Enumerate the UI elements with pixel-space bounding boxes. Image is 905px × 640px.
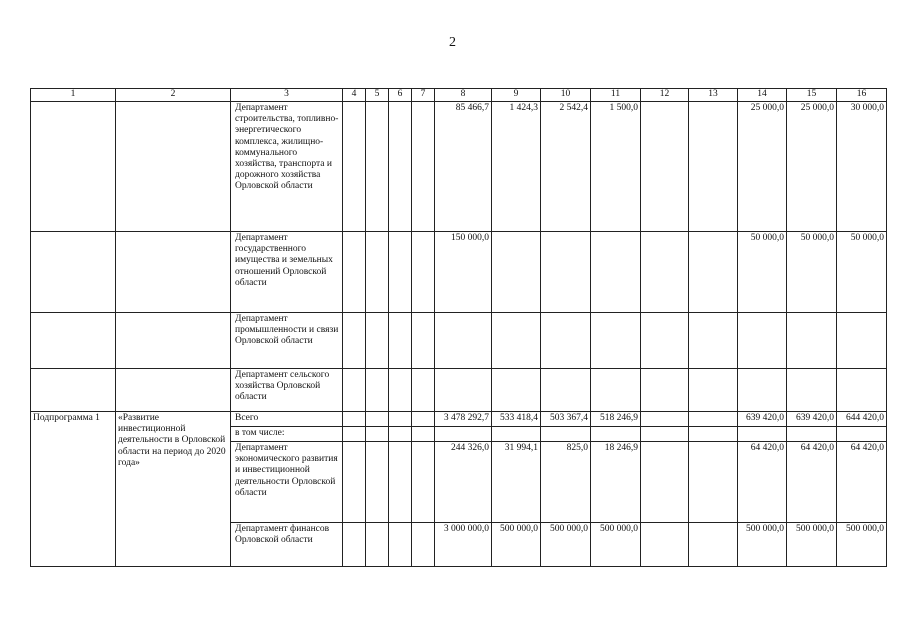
column-header: 10: [541, 89, 591, 102]
table-cell: [412, 232, 435, 313]
amount-cell: 50 000,0: [787, 232, 837, 313]
amount-cell: 25 000,0: [738, 102, 787, 232]
amount-cell: 64 420,0: [738, 442, 787, 523]
amount-cell: [641, 369, 689, 412]
amount-cell: [738, 369, 787, 412]
amount-cell: 85 466,7: [435, 102, 492, 232]
column-header: 13: [689, 89, 738, 102]
table-cell: [389, 427, 412, 442]
amount-cell: [541, 313, 591, 369]
column-number-row: [31, 89, 887, 102]
table-cell: [343, 313, 366, 369]
amount-cell: 500 000,0: [837, 523, 887, 567]
column-header: 2: [116, 89, 231, 102]
amount-cell: 64 420,0: [787, 442, 837, 523]
table-cell: [412, 412, 435, 427]
amount-cell: 150 000,0: [435, 232, 492, 313]
table-cell: [31, 102, 116, 232]
amount-cell: [738, 427, 787, 442]
column-header: 6: [389, 89, 412, 102]
column-header: 4: [343, 89, 366, 102]
table-cell: [366, 412, 389, 427]
column-header: 11: [591, 89, 641, 102]
table-cell: [31, 369, 116, 412]
responsible-department: Департамент промышленности и связи Орловской области: [231, 313, 343, 369]
amount-cell: [492, 427, 541, 442]
amount-cell: [787, 313, 837, 369]
amount-cell: 3 000 000,0: [435, 523, 492, 567]
amount-cell: [641, 232, 689, 313]
table-cell: [366, 442, 389, 523]
table-cell: [366, 232, 389, 313]
page-number: 2: [449, 35, 456, 50]
amount-cell: 2 542,4: [541, 102, 591, 232]
column-header: 14: [738, 89, 787, 102]
amount-cell: [641, 427, 689, 442]
column-header: 5: [366, 89, 389, 102]
amount-cell: [541, 369, 591, 412]
amount-cell: [837, 369, 887, 412]
table-cell: [366, 102, 389, 232]
amount-cell: [641, 102, 689, 232]
column-header: 3: [231, 89, 343, 102]
table-cell: [366, 523, 389, 567]
amount-cell: [492, 232, 541, 313]
amount-cell: [591, 369, 641, 412]
subprogram-label: Подпрограмма 1: [31, 412, 116, 567]
table-cell: [389, 369, 412, 412]
amount-cell: [787, 369, 837, 412]
amount-cell: 1 424,3: [492, 102, 541, 232]
responsible-department: Департамент сельского хозяйства Орловской области: [231, 369, 343, 412]
table-cell: [116, 102, 231, 232]
column-header: 1: [31, 89, 116, 102]
subprogram-title: «Развитие инвестиционной деятельности в Орловской области на период до 2020 года»: [116, 412, 231, 567]
table-row: [31, 369, 887, 412]
amount-cell: 31 994,1: [492, 442, 541, 523]
responsible-department: Департамент государственного имущества и земельных отношений Орловской области: [231, 232, 343, 313]
amount-cell: 25 000,0: [787, 102, 837, 232]
table-cell: [31, 313, 116, 369]
amount-cell: [435, 313, 492, 369]
table-cell: [412, 369, 435, 412]
column-header: 9: [492, 89, 541, 102]
table-cell: [343, 523, 366, 567]
amount-cell: [689, 369, 738, 412]
budget-table: [30, 88, 887, 567]
column-header: 15: [787, 89, 837, 102]
amount-cell: [689, 232, 738, 313]
table-cell: [389, 523, 412, 567]
amount-cell: [837, 313, 887, 369]
amount-cell: 503 367,4: [541, 412, 591, 427]
amount-cell: [591, 313, 641, 369]
amount-cell: [689, 102, 738, 232]
amount-cell: 500 000,0: [738, 523, 787, 567]
amount-cell: [492, 313, 541, 369]
table-cell: [412, 427, 435, 442]
amount-cell: 244 326,0: [435, 442, 492, 523]
table-cell: [343, 442, 366, 523]
amount-cell: 825,0: [541, 442, 591, 523]
table-cell: [116, 369, 231, 412]
amount-cell: [591, 232, 641, 313]
amount-cell: [738, 313, 787, 369]
table-cell: [31, 232, 116, 313]
responsible-department: Департамент экономического развития и инвестиционной деятельности Орловской области: [231, 442, 343, 523]
amount-cell: 639 420,0: [787, 412, 837, 427]
amount-cell: [435, 369, 492, 412]
amount-cell: 639 420,0: [738, 412, 787, 427]
table-cell: [389, 102, 412, 232]
table-cell: [343, 427, 366, 442]
amount-cell: 533 418,4: [492, 412, 541, 427]
table-cell: [366, 369, 389, 412]
table-cell: [389, 442, 412, 523]
table-cell: [343, 369, 366, 412]
table-cell: [343, 412, 366, 427]
table-row: [31, 412, 887, 427]
table-cell: [116, 313, 231, 369]
amount-cell: 518 246,9: [591, 412, 641, 427]
table-cell: [389, 412, 412, 427]
table-row: [31, 232, 887, 313]
column-header: 12: [641, 89, 689, 102]
amount-cell: [541, 232, 591, 313]
amount-cell: [689, 523, 738, 567]
table-row: [31, 102, 887, 232]
amount-cell: 50 000,0: [837, 232, 887, 313]
table-row: [31, 313, 887, 369]
amount-cell: 1 500,0: [591, 102, 641, 232]
column-header: 7: [412, 89, 435, 102]
amount-cell: [492, 369, 541, 412]
amount-cell: 500 000,0: [787, 523, 837, 567]
column-header: 16: [837, 89, 887, 102]
responsible-department: Департамент строительства, топливно-энергетического комплекса, жилищно-коммунального хозяйства, транспорта и дорожного хозяйства Орловской области: [231, 102, 343, 232]
table-cell: [412, 442, 435, 523]
amount-cell: [787, 427, 837, 442]
amount-cell: [641, 313, 689, 369]
table-cell: [343, 102, 366, 232]
amount-cell: [689, 313, 738, 369]
amount-cell: [435, 427, 492, 442]
amount-cell: 644 420,0: [837, 412, 887, 427]
column-header: 8: [435, 89, 492, 102]
table-cell: [366, 427, 389, 442]
table-cell: [412, 523, 435, 567]
amount-cell: 30 000,0: [837, 102, 887, 232]
amount-cell: 64 420,0: [837, 442, 887, 523]
table-cell: [116, 232, 231, 313]
amount-cell: 500 000,0: [541, 523, 591, 567]
amount-cell: [641, 412, 689, 427]
amount-cell: 500 000,0: [492, 523, 541, 567]
table-cell: [412, 102, 435, 232]
table-cell: [389, 232, 412, 313]
amount-cell: [689, 442, 738, 523]
responsible-department: в том числе:: [231, 427, 343, 442]
amount-cell: [591, 427, 641, 442]
responsible-department: Всего: [231, 412, 343, 427]
table-cell: [412, 313, 435, 369]
amount-cell: [541, 427, 591, 442]
amount-cell: [641, 442, 689, 523]
table-cell: [389, 313, 412, 369]
amount-cell: 500 000,0: [591, 523, 641, 567]
amount-cell: 50 000,0: [738, 232, 787, 313]
table-cell: [343, 232, 366, 313]
amount-cell: [837, 427, 887, 442]
amount-cell: [641, 523, 689, 567]
responsible-department: Департамент финансов Орловской области: [231, 523, 343, 567]
table-cell: [366, 313, 389, 369]
amount-cell: [689, 412, 738, 427]
amount-cell: 3 478 292,7: [435, 412, 492, 427]
amount-cell: 18 246,9: [591, 442, 641, 523]
amount-cell: [689, 427, 738, 442]
